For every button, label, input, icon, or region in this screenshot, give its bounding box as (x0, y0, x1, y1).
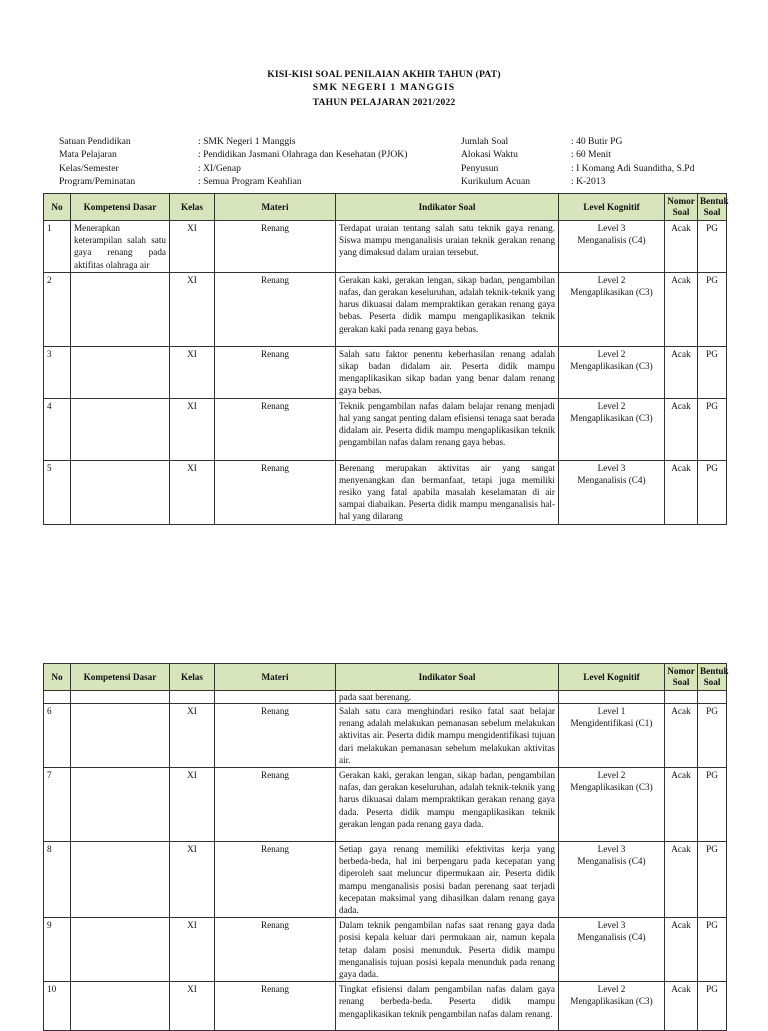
cell-no: 3 (44, 346, 71, 398)
cell-bentuk: PG (698, 842, 727, 918)
cell-nomor: Acak (665, 398, 698, 460)
cell-level: Level 2 Mengaplikasikan (C3) (559, 398, 665, 460)
col-header-bentuk: Bentuk Soal (698, 194, 727, 221)
cell-materi: Renang (215, 346, 336, 398)
meta-label: Kurikulum Acuan (461, 175, 531, 187)
table-row (44, 221, 727, 273)
cell-kelas: XI (170, 221, 215, 273)
cell-nomor: Acak (665, 704, 698, 768)
cell-bentuk: PG (698, 918, 727, 982)
meta-value: : Pendidikan Jasmani Olahraga dan Kesehatan (PJOK) (198, 149, 408, 161)
meta-value: : XI/Genap (198, 162, 241, 174)
col-header-level: Level Kognitif (559, 194, 665, 221)
cell-kd (71, 918, 170, 982)
meta-label: Program/Peminatan (59, 175, 136, 187)
cell-nomor: Acak (665, 982, 698, 1031)
school-name: SMK NEGERI 1 MANGGIS (312, 82, 456, 93)
col-header-materi: Materi (215, 194, 336, 221)
cell-materi: Renang (215, 842, 336, 918)
cell-kd (71, 460, 170, 524)
cell-indikator: Setiap gaya renang memiliki efektivitas kerja yang berbeda-beda, hal ini berpengaru pada kecepatan yang diperoleh saat meluncur dipermukaan air. Peserta didik mampu menganalisis posisi badan perenang saat terjadi kecepatan maksimal yang dihasilkan dalam renang gaya dada. (336, 842, 559, 918)
meta-value: : Semua Program Keahlian (198, 175, 302, 187)
cell-kelas: XI (170, 704, 215, 768)
meta-label: Jumlah Soal (461, 136, 509, 147)
cell-level: Level 3 Menganalisis (C4) (559, 460, 665, 524)
cell-indikator: pada saat berenang. (336, 691, 559, 704)
meta-values-left (198, 135, 407, 188)
cell-kelas: XI (170, 768, 215, 842)
table-row (44, 272, 727, 346)
cell-bentuk: PG (698, 272, 727, 346)
cell-kd (71, 272, 170, 346)
cell-kelas: XI (170, 272, 215, 346)
cell-kd: Menerapkan keterampilan salah satu gaya renang pada aktifitas olahraga air (71, 221, 170, 273)
cell-kelas: XI (170, 982, 215, 1031)
cell-nomor: Acak (665, 918, 698, 982)
cell-materi: Renang (215, 704, 336, 768)
cell-materi: Renang (215, 398, 336, 460)
cell-level: Level 1 Mengidentifikasi (C1) (559, 704, 665, 768)
col-header-nomor: Nomor Soal (665, 664, 698, 691)
meta-labels-left (59, 135, 135, 188)
cell-indikator: Gerakan kaki, gerakan lengan, sikap badan, pengambilan nafas, dan gerakan keseluruhan, adalah teknik-teknik yang harus dikuasai dalam mempraktikan gerakan renang gaya bebas. Peserta didik mampu mengaplikasikan teknik gerakan kaki pada renang gaya bebas. (336, 272, 559, 346)
cell-no: 2 (44, 272, 71, 346)
col-header-no: No (44, 194, 71, 221)
cell-bentuk: PG (698, 768, 727, 842)
table-row (44, 398, 727, 460)
cell-kd (71, 842, 170, 918)
col-header-bentuk: Bentuk Soal (698, 664, 727, 691)
cell-nomor: Acak (665, 842, 698, 918)
cell-no: 10 (44, 982, 71, 1031)
table-row (44, 842, 727, 918)
cell-level: Level 3 Menganalisis (C4) (559, 918, 665, 982)
cell-level: Level 2 Mengaplikasikan (C3) (559, 768, 665, 842)
cell-materi: Renang (215, 460, 336, 524)
meta-value: : 40 Butir PG (571, 136, 623, 147)
cell-materi: Renang (215, 918, 336, 982)
col-header-kelas: Kelas (170, 194, 215, 221)
grid-table-page1 (43, 193, 727, 525)
table-row (44, 982, 727, 1031)
table-row (44, 346, 727, 398)
cell-kd (71, 768, 170, 842)
document-title: KISI-KISI SOAL PENILAIAN AKHIR TAHUN (PAT) (267, 69, 501, 80)
meta-value: : K-2013 (571, 175, 606, 187)
meta-label: Satuan Pendidikan (59, 136, 131, 147)
meta-label: Mata Pelajaran (59, 149, 117, 161)
cell-level: Level 2 Mengaplikasikan (C3) (559, 272, 665, 346)
cell-materi: Renang (215, 982, 336, 1031)
cell-no: 1 (44, 221, 71, 273)
col-header-nomor: Nomor Soal (665, 194, 698, 221)
cell-level: Level 3 Menganalisis (C4) (559, 221, 665, 273)
cell-materi: Renang (215, 768, 336, 842)
meta-values-right (571, 135, 694, 188)
table-row (44, 918, 727, 982)
col-header-kd: Kompetensi Dasar (71, 194, 170, 221)
cell-nomor: Acak (665, 221, 698, 273)
col-header-level: Level Kognitif (559, 664, 665, 691)
cell-bentuk: PG (698, 398, 727, 460)
meta-labels-right (461, 135, 530, 188)
cell-indikator: Tingkat efisiensi dalam pengambilan nafas dalam gaya renang berbeda-beda. Peserta didik mampu mengaplikasikan teknik pengambilan nafas dalam renang. (336, 982, 559, 1031)
grid-table-page2 (43, 663, 727, 1031)
meta-value: : I Komang Adi Suanditha, S.Pd (571, 162, 695, 174)
cell-materi: Renang (215, 221, 336, 273)
cell-nomor: Acak (665, 460, 698, 524)
col-header-indikator: Indikator Soal (336, 194, 559, 221)
cell-nomor: Acak (665, 272, 698, 346)
cell-level: Level 2 Mengaplikasikan (C3) (559, 346, 665, 398)
cell-kelas: XI (170, 346, 215, 398)
col-header-materi: Materi (215, 664, 336, 691)
cell-nomor: Acak (665, 346, 698, 398)
cell-indikator: Salah satu cara menghindari resiko fatal saat belajar renang adalah melakukan pemanasan sebelum melakukan aktivitas air. Peserta didik mampu mengidentifikasi tujuan dari melakukan pemanasan sebelum melakukan aktivitas air. (336, 704, 559, 768)
col-header-indikator: Indikator Soal (336, 664, 559, 691)
cell-no: 7 (44, 768, 71, 842)
table-row (44, 704, 727, 768)
cell-no: 9 (44, 918, 71, 982)
cell-indikator: Salah satu faktor penentu keberhasilan renang adalah sikap badan didalam air. Peserta didik mampu mengaplikasikan sikap badan yang benar dalam renang gaya bebas. (336, 346, 559, 398)
meta-label: Alokasi Waktu (461, 149, 518, 161)
cell-indikator: Dalam teknik pengambilan nafas saat renang gaya dada posisi kepala keluar dari permukaan air, namun kepala tetap dalam posisi menunduk. Peserta didik mampu menganalisis tujuan posisi kepala menunduk pada renang gaya dada. (336, 918, 559, 982)
cell-kelas: XI (170, 918, 215, 982)
cell-kd (71, 982, 170, 1031)
cell-bentuk: PG (698, 221, 727, 273)
cell-level: Level 3 Menganalisis (C4) (559, 842, 665, 918)
cell-no: 6 (44, 704, 71, 768)
table-row (44, 460, 727, 524)
cell-kelas: XI (170, 842, 215, 918)
academic-year: TAHUN PELAJARAN 2021/2022 (312, 97, 456, 108)
cell-bentuk: PG (698, 460, 727, 524)
meta-label: Penyusun (461, 162, 499, 174)
cell-indikator: Terdapat uraian tentang salah satu teknik gaya renang. Siswa mampu menganalisis uraian teknik gerakan renang yang dimaksud dalam uraian tersebut. (336, 221, 559, 273)
cell-kd (71, 398, 170, 460)
cell-bentuk: PG (698, 346, 727, 398)
cell-level: Level 2 Mengaplikasikan (C3) (559, 982, 665, 1031)
cell-indikator: Gerakan kaki, gerakan lengan, sikap badan, pengambilan nafas, dan gerakan keseluruhan, adalah teknik-teknik yang harus dikuasai dalam mempraktikan gerakan renang gaya dada. Peserta didik mampu mengaplikasikan teknik gerakan lengan pada renang gaya dada. (336, 768, 559, 842)
meta-label: Kelas/Semester (59, 162, 119, 174)
cell-bentuk: PG (698, 704, 727, 768)
cell-no: 5 (44, 460, 71, 524)
cell-kelas: XI (170, 398, 215, 460)
cell-indikator: Teknik pengambilan nafas dalam belajar renang menjadi hal yang sangat penting dalam efisiensi tenaga saat berada didalam air. Peserta didik mampu mengaplikasikan teknik pengambilan nafas dalam renang gaya bebas. (336, 398, 559, 460)
cell-kd (71, 704, 170, 768)
table-row (44, 768, 727, 842)
cell-nomor: Acak (665, 768, 698, 842)
cell-kd (71, 346, 170, 398)
col-header-no: No (44, 664, 71, 691)
meta-value: : 60 Menit (571, 149, 611, 161)
cell-materi: Renang (215, 272, 336, 346)
meta-value: : SMK Negeri 1 Manggis (198, 136, 296, 147)
cell-no: 8 (44, 842, 71, 918)
col-header-kd: Kompetensi Dasar (71, 664, 170, 691)
col-header-kelas: Kelas (170, 664, 215, 691)
cell-kelas: XI (170, 460, 215, 524)
cell-bentuk: PG (698, 982, 727, 1031)
cell-no: 4 (44, 398, 71, 460)
cell-indikator: Berenang merupakan aktivitas air yang sangat menyenangkan dan bermanfaat, tetapi juga memiliki resiko yang fatal apabila masalah keselamatan di air sampai diabaikan. Peserta didik mampu menganalisis hal-hal yang dilarang (336, 460, 559, 524)
table-row-continuation (44, 691, 727, 704)
